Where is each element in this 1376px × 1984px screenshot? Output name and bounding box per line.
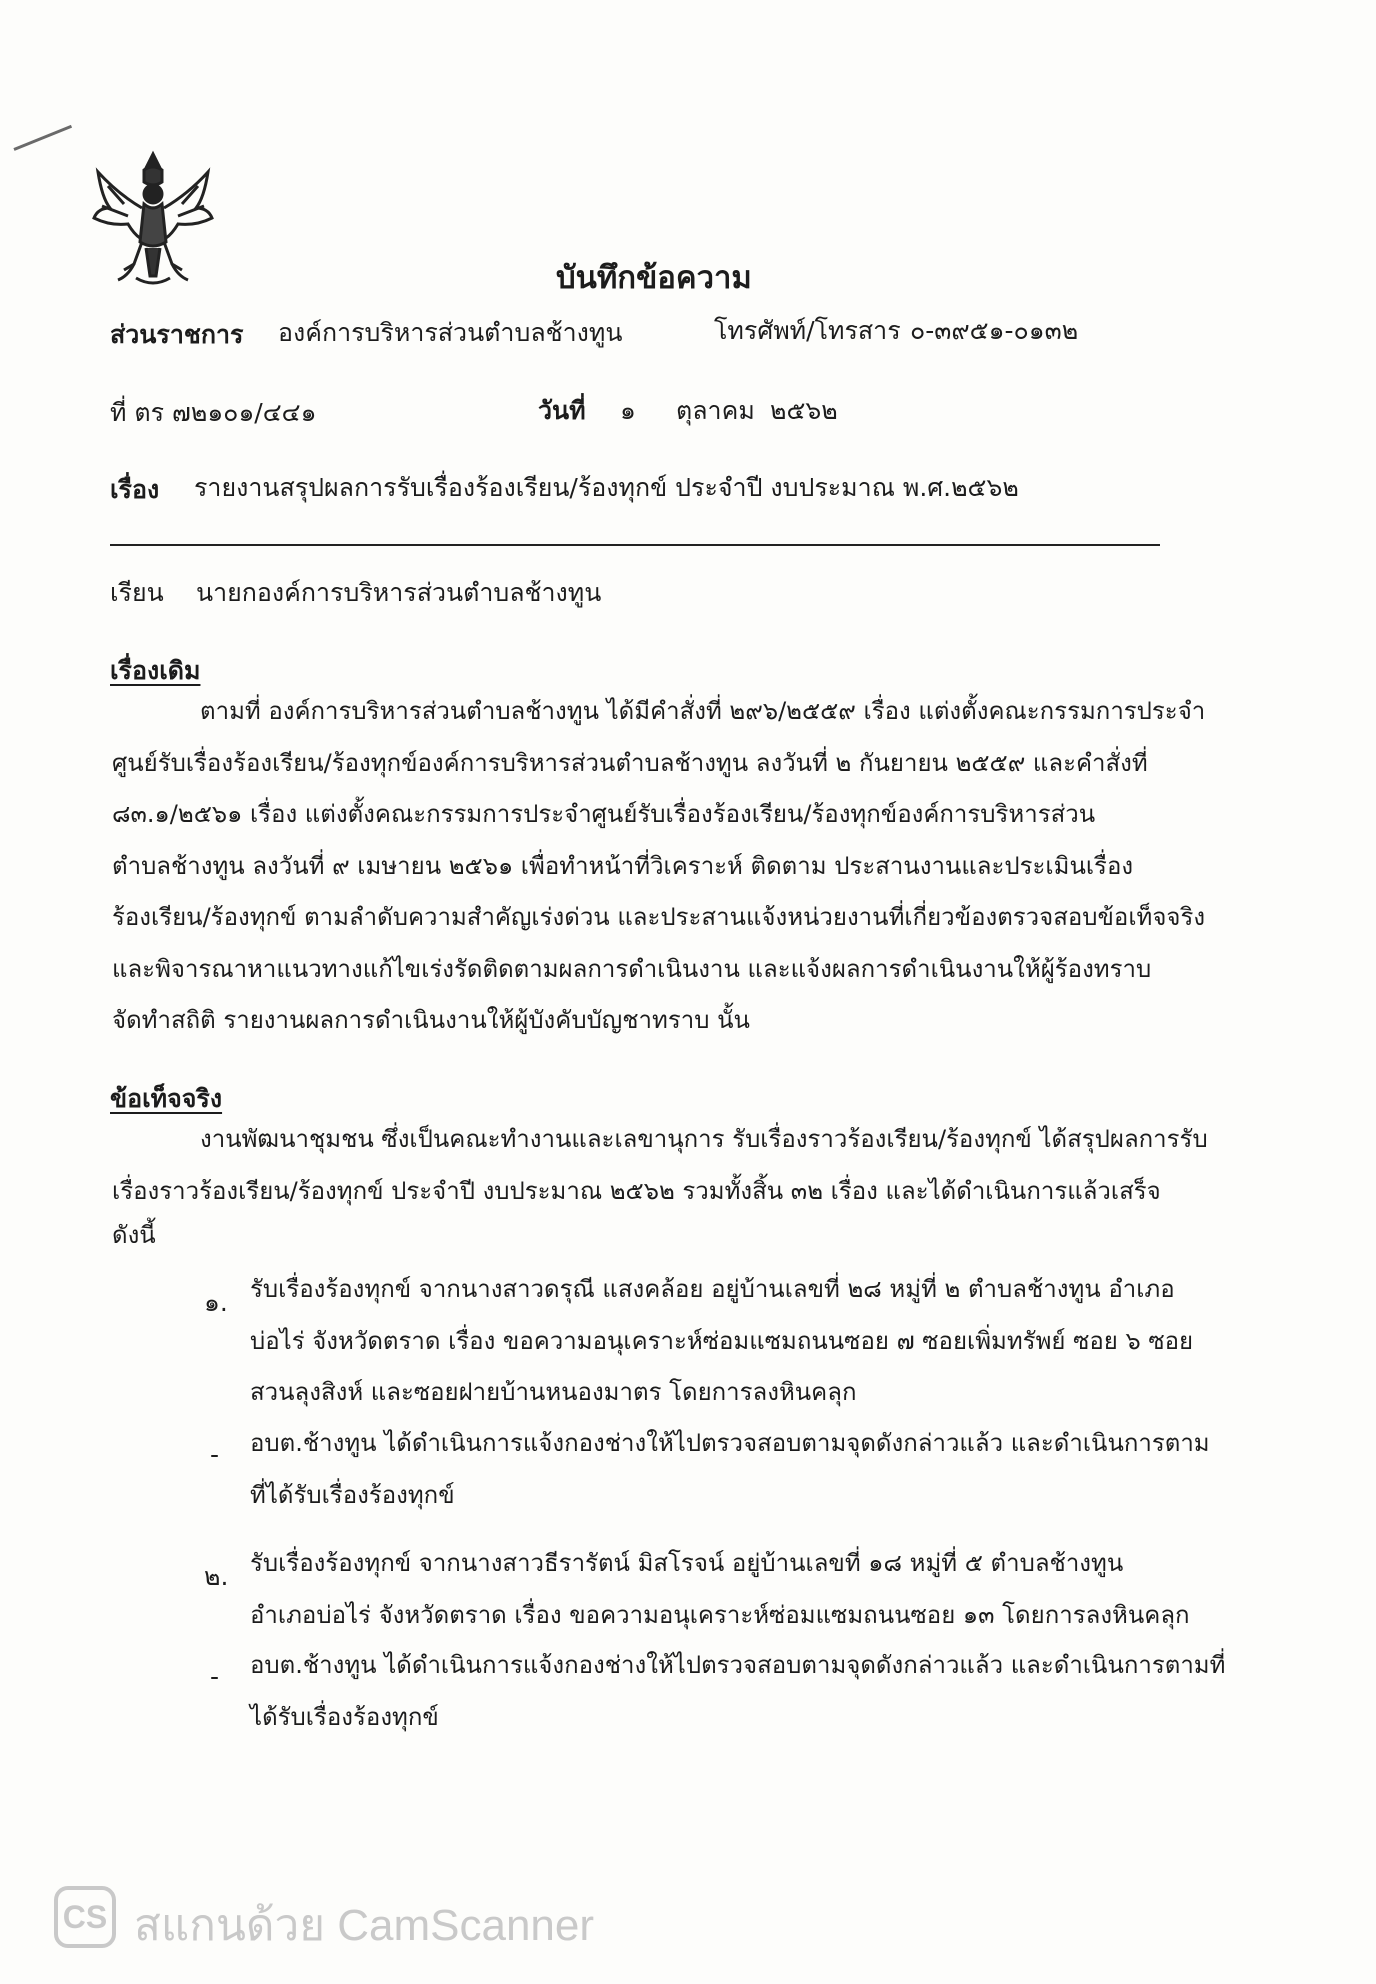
paragraph-line: งานพัฒนาชุมชน ซึ่งเป็นคณะทำงานและเลขานุการ รับเรื่องราวร้องเรียน/ร้องทุกข์ ได้สรุปผลการรับ (200, 1125, 1208, 1153)
item-line: บ่อไร่ จังหวัดตราด เรื่อง ขอความอนุเคราะห์ซ่อมแซมถนนซอย ๗ ซอยเพิ่มทรัพย์ ซอย ๖ ซอย (250, 1326, 1194, 1355)
paragraph-line: ๘๓.๑/๒๕๖๑ เรื่อง แต่งตั้งคณะกรรมการประจำศูนย์รับเรื่องร้องเรียน/ร้องทุกข์องค์การบริหารส่วน (112, 800, 1096, 828)
to-value: นายกองค์การบริหารส่วนตำบลช้างทูน (196, 578, 602, 607)
garuda-emblem-icon (88, 146, 218, 291)
reference-number: ที่ ตร ๗๒๑๐๑/๔๔๑ (110, 398, 317, 427)
camscanner-watermark: สแกนด้วย CamScanner (134, 1901, 595, 1950)
item-number: ๒. (204, 1562, 229, 1591)
facts-paragraph (112, 1114, 1208, 1253)
date-label: วันที่ (538, 396, 586, 425)
item-line: รับเรื่องร้องทุกข์ จากนางสาวดรุณี แสงคล้อย อยู่บ้านเลขที่ ๒๘ หมู่ที่ ๒ ตำบลช้างทูน อำเภอ (250, 1275, 1175, 1303)
result-line: อบต.ช้างทูน ได้ดำเนินการแจ้งกองช่างให้ไปตรวจสอบตามจุดดังกล่าวแล้ว และดำเนินการตาม (250, 1429, 1210, 1457)
department-label: ส่วนราชการ (110, 320, 244, 349)
phone-label: โทรศัพท์/โทรสาร (714, 316, 901, 345)
item-number: ๑. (204, 1288, 228, 1317)
phone-value: ๐-๓๙๕๑-๐๑๓๒ (910, 316, 1079, 345)
background-paragraph (112, 686, 1205, 1047)
paragraph-line: เรื่องราวร้องเรียน/ร้องทุกข์ ประจำปี งบประมาณ ๒๕๖๒ รวมทั้งสิ้น ๓๒ เรื่อง และได้ดำเนินการแล้วเสร็จ (112, 1176, 1161, 1205)
pen-mark (13, 125, 72, 151)
item-1-text (250, 1264, 1193, 1419)
background-heading: เรื่องเดิม (110, 656, 201, 685)
department-value: องค์การบริหารส่วนตำบลช้างทูน (278, 318, 623, 347)
paragraph-line: ตำบลช้างทูน ลงวันที่ ๙ เมษายน ๒๕๖๑ เพื่อทำหน้าที่วิเคราะห์ ติดตาม ประสานงานและประเมินเรื่อง (112, 851, 1134, 880)
item-line: อำเภอบ่อไร่ จังหวัดตราด เรื่อง ขอความอนุเคราะห์ซ่อมแซมถนนซอย ๑๓ โดยการลงหินคลุก (250, 1600, 1190, 1629)
item-1-result (250, 1418, 1210, 1521)
paragraph-line: จัดทำสถิติ รายงานผลการดำเนินงานให้ผู้บังคับบัญชาทราบ นั้น (112, 1006, 750, 1034)
item-line: รับเรื่องร้องทุกข์ จากนางสาวธีรารัตน์ มิสโรจน์ อยู่บ้านเลขที่ ๑๘ หมู่ที่ ๕ ตำบลช้างทูน (250, 1549, 1124, 1577)
paragraph-line: ศูนย์รับเรื่องร้องเรียน/ร้องทุกข์องค์การบริหารส่วนตำบลช้างทูน ลงวันที่ ๒ กันยายน ๒๕๕๙ และคำสั่งที่ (112, 748, 1148, 777)
result-line: ที่ได้รับเรื่องร้องทุกข์ (250, 1480, 455, 1509)
paragraph-line: ร้องเรียน/ร้องทุกข์ ตามลำดับความสำคัญเร่งด่วน และประสานแจ้งหน่วยงานที่เกี่ยวข้องตรวจสอบข้อเท็จจริง (112, 903, 1206, 931)
item-2-text (250, 1538, 1190, 1641)
subject-label: เรื่อง (110, 475, 160, 504)
memo-title: บันทึกข้อความ (556, 260, 752, 296)
paragraph-line: ตามที่ องค์การบริหารส่วนตำบลช้างทูน ได้มีคำสั่งที่ ๒๙๖/๒๕๕๙ เรื่อง แต่งตั้งคณะกรรมการประจำ (200, 697, 1206, 725)
date-day: ๑ (620, 396, 636, 425)
paragraph-line: และพิจารณาหาแนวทางแก้ไขเร่งรัดติดตามผลการดำเนินงาน และแจ้งผลการดำเนินงานให้ผู้ร้องทราบ (112, 954, 1152, 983)
result-line: อบต.ช้างทูน ได้ดำเนินการแจ้งกองช่างให้ไปตรวจสอบตามจุดดังกล่าวแล้ว และดำเนินการตามที่ (250, 1651, 1226, 1679)
to-label: เรียน (110, 578, 164, 607)
result-line: ได้รับเรื่องร้องทุกข์ (250, 1702, 439, 1731)
date-month: ตุลาคม (676, 396, 755, 425)
camscanner-logo-icon: CS (54, 1886, 116, 1948)
paragraph-line: ดังนี้ (112, 1221, 156, 1249)
facts-heading: ข้อเท็จจริง (110, 1084, 223, 1113)
result-bullet: - (210, 1440, 220, 1469)
date-year: ๒๕๖๒ (770, 396, 838, 425)
subject-value: รายงานสรุปผลการรับเรื่องร้องเรียน/ร้องทุกข์ ประจำปี งบประมาณ พ.ศ.๒๕๖๒ (194, 473, 1019, 502)
item-2-result (250, 1640, 1225, 1743)
result-bullet: - (210, 1662, 220, 1691)
header-divider (110, 544, 1160, 546)
item-line: สวนลุงสิงห์ และซอยฝายบ้านหนองมาตร โดยการลงหินคลุก (250, 1378, 857, 1406)
